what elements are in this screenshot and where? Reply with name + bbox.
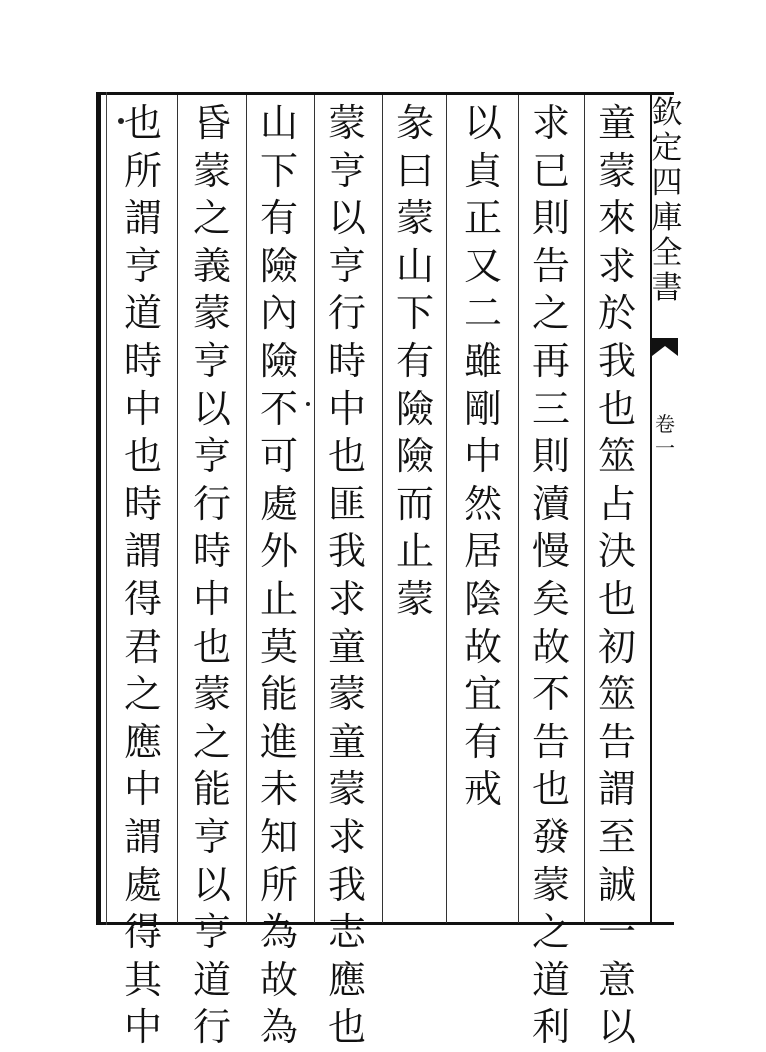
column-character: 之 [531, 291, 570, 336]
column-character: 不 [531, 672, 570, 717]
column-character: 謂 [123, 196, 162, 241]
column-character: 險 [395, 434, 434, 479]
column-character: 下 [259, 148, 298, 193]
margin-book-title [650, 96, 684, 306]
column-character: 我 [597, 338, 636, 383]
column-character: 可 [259, 434, 298, 479]
frame-left-border [96, 92, 101, 925]
column-character: 止 [395, 529, 434, 574]
margin-title-character: 庫 [651, 200, 683, 236]
column-character: 筮 [597, 434, 636, 479]
column-character: 道 [192, 957, 231, 1002]
column-character: 亨 [192, 338, 231, 383]
column-character: 能 [192, 767, 231, 812]
column-character: 中 [463, 434, 502, 479]
text-column [246, 100, 312, 1052]
column-character: 童 [327, 719, 366, 764]
column-character: 止 [259, 576, 298, 621]
column-character: 雖 [463, 338, 502, 383]
column-character: 山 [259, 101, 298, 145]
column-character: 求 [327, 576, 366, 621]
column-character: 慢 [531, 529, 570, 574]
column-character: 貞 [463, 148, 502, 193]
column-character: 故 [463, 624, 502, 669]
column-character: 利 [531, 1005, 570, 1050]
column-character: 於 [597, 291, 636, 336]
column-character: 謂 [123, 814, 162, 859]
column-character: 已 [531, 148, 570, 193]
column-character: 占 [597, 481, 636, 526]
column-character: 道 [123, 291, 162, 336]
column-character: 以 [463, 101, 502, 145]
column-character: 求 [531, 101, 570, 145]
column-character: 彖 [395, 101, 434, 145]
column-character: 決 [597, 529, 636, 574]
column-character: 之 [192, 719, 231, 764]
column-character: 中 [327, 386, 366, 431]
column-character: 我 [327, 529, 366, 574]
column-character: 至 [597, 814, 636, 859]
column-character: 告 [531, 243, 570, 288]
column-character: 也 [597, 576, 636, 621]
column-character: 則 [531, 196, 570, 241]
column-character: 得 [123, 910, 162, 955]
column-character: 下 [395, 291, 434, 336]
column-character: 蒙 [395, 576, 434, 621]
column-character: 中 [123, 386, 162, 431]
ink-speck [118, 118, 124, 124]
column-character: 求 [327, 814, 366, 859]
column-character: 得 [123, 576, 162, 621]
column-character: 君 [123, 624, 162, 669]
column-character: 宜 [463, 672, 502, 717]
column-character: 行 [192, 481, 231, 526]
column-character: 也 [327, 434, 366, 479]
column-character: 正 [463, 196, 502, 241]
column-character: 處 [123, 862, 162, 907]
column-character: 然 [463, 481, 502, 526]
column-character: 有 [463, 719, 502, 764]
column-character: 所 [259, 862, 298, 907]
column-character: 以 [327, 196, 366, 241]
column-character: 蒙 [597, 148, 636, 193]
frame-left-inner-border [106, 92, 107, 925]
column-character: 時 [123, 481, 162, 526]
frame-top-border [96, 92, 674, 95]
column-character: 時 [327, 338, 366, 383]
column-character: 再 [531, 338, 570, 383]
column-character: 險 [395, 386, 434, 431]
column-character: 筮 [597, 672, 636, 717]
column-character: 亨 [123, 243, 162, 288]
column-character: 應 [327, 957, 366, 1002]
column-character: 蒙 [395, 196, 434, 241]
column-character: 來 [597, 196, 636, 241]
column-character: 童 [327, 624, 366, 669]
column-character: 之 [123, 672, 162, 717]
column-character: 也 [531, 767, 570, 812]
column-character: 時 [123, 338, 162, 383]
column-character: 告 [597, 719, 636, 764]
column-character: 謂 [123, 529, 162, 574]
column-character: 也 [192, 624, 231, 669]
column-character: 謂 [597, 767, 636, 812]
column-character: 險 [259, 243, 298, 288]
column-character: 中 [192, 576, 231, 621]
column-character: 也 [123, 434, 162, 479]
column-character: 誠 [597, 862, 636, 907]
volume-character: 卷 [655, 412, 675, 436]
volume-character: 一 [655, 436, 675, 460]
column-character: 以 [192, 862, 231, 907]
column-character: 以 [597, 1005, 636, 1050]
column-character: 亨 [327, 243, 366, 288]
column-character: 匪 [327, 481, 366, 526]
column-character: 不 [259, 386, 298, 431]
column-character: 我 [327, 862, 366, 907]
column-character: 童 [597, 101, 636, 145]
column-character: 時 [192, 529, 231, 574]
column-character: 亨 [192, 434, 231, 479]
margin-title-character: 四 [651, 165, 683, 201]
column-character: 義 [192, 243, 231, 288]
column-character: 為 [259, 1005, 298, 1050]
column-character: 意 [597, 957, 636, 1002]
text-column [382, 100, 448, 624]
column-character: 蒙 [327, 767, 366, 812]
column-character: 戒 [463, 767, 502, 812]
column-character: 蒙 [531, 862, 570, 907]
column-character: 發 [531, 814, 570, 859]
column-character: 有 [395, 338, 434, 383]
column-character: 能 [259, 672, 298, 717]
column-character: 居 [463, 529, 502, 574]
text-column [518, 100, 584, 1052]
column-character: 之 [192, 196, 231, 241]
margin-volume-label [652, 412, 678, 460]
column-character: 矣 [531, 576, 570, 621]
fish-tail-mark [652, 338, 678, 356]
column-character: 內 [259, 291, 298, 336]
column-character: 三 [531, 386, 570, 431]
column-character: 知 [259, 814, 298, 859]
column-character: 所 [123, 148, 162, 193]
column-character: 昏 [192, 101, 231, 145]
column-character: 亨 [327, 148, 366, 193]
column-character: 險 [259, 338, 298, 383]
margin-title-character: 定 [651, 130, 683, 166]
column-character: 道 [531, 957, 570, 1002]
column-character: 也 [597, 386, 636, 431]
column-character: 其 [123, 957, 162, 1002]
column-character: 蒙 [192, 291, 231, 336]
column-character: 中 [123, 767, 162, 812]
column-character: 應 [123, 719, 162, 764]
column-divider [177, 95, 178, 923]
column-character: 山 [395, 243, 434, 288]
column-character: 瀆 [531, 481, 570, 526]
margin-title-character: 書 [651, 270, 683, 306]
column-character: 蒙 [192, 672, 231, 717]
column-character: 二 [463, 291, 502, 336]
column-character: 未 [259, 767, 298, 812]
column-character: 行 [192, 1005, 231, 1050]
column-character: 亨 [192, 910, 231, 955]
column-character: 中 [123, 1005, 162, 1050]
column-character: 志 [327, 910, 366, 955]
column-character: 為 [259, 910, 298, 955]
column-character: 以 [192, 386, 231, 431]
column-character: 又 [463, 243, 502, 288]
column-character: 陰 [463, 576, 502, 621]
column-character: 曰 [395, 148, 434, 193]
margin-title-character: 欽 [651, 95, 683, 131]
column-character: 亨 [192, 814, 231, 859]
column-character: 行 [327, 291, 366, 336]
column-character: 有 [259, 196, 298, 241]
text-column [110, 100, 176, 1052]
column-character: 則 [531, 434, 570, 479]
column-character: 蒙 [192, 148, 231, 193]
column-character: 初 [597, 624, 636, 669]
column-character: 蒙 [327, 101, 366, 145]
column-character: 剛 [463, 386, 502, 431]
column-character: 莫 [259, 624, 298, 669]
column-character: 處 [259, 481, 298, 526]
column-character: 也 [327, 1005, 366, 1050]
column-character: 而 [395, 481, 434, 526]
column-character: 故 [531, 624, 570, 669]
ink-speck [306, 402, 310, 406]
column-character: 蒙 [327, 672, 366, 717]
column-character: 外 [259, 529, 298, 574]
column-character: 告 [531, 719, 570, 764]
column-character: 故 [259, 957, 298, 1002]
text-column [584, 100, 650, 1052]
text-column [450, 100, 516, 814]
column-character: 之 [531, 910, 570, 955]
column-character: 一 [597, 910, 636, 955]
column-character: 求 [597, 243, 636, 288]
margin-title-character: 全 [651, 235, 683, 271]
text-column [179, 100, 245, 1052]
text-column [314, 100, 380, 1052]
column-character: 也 [123, 101, 162, 145]
column-character: 進 [259, 719, 298, 764]
